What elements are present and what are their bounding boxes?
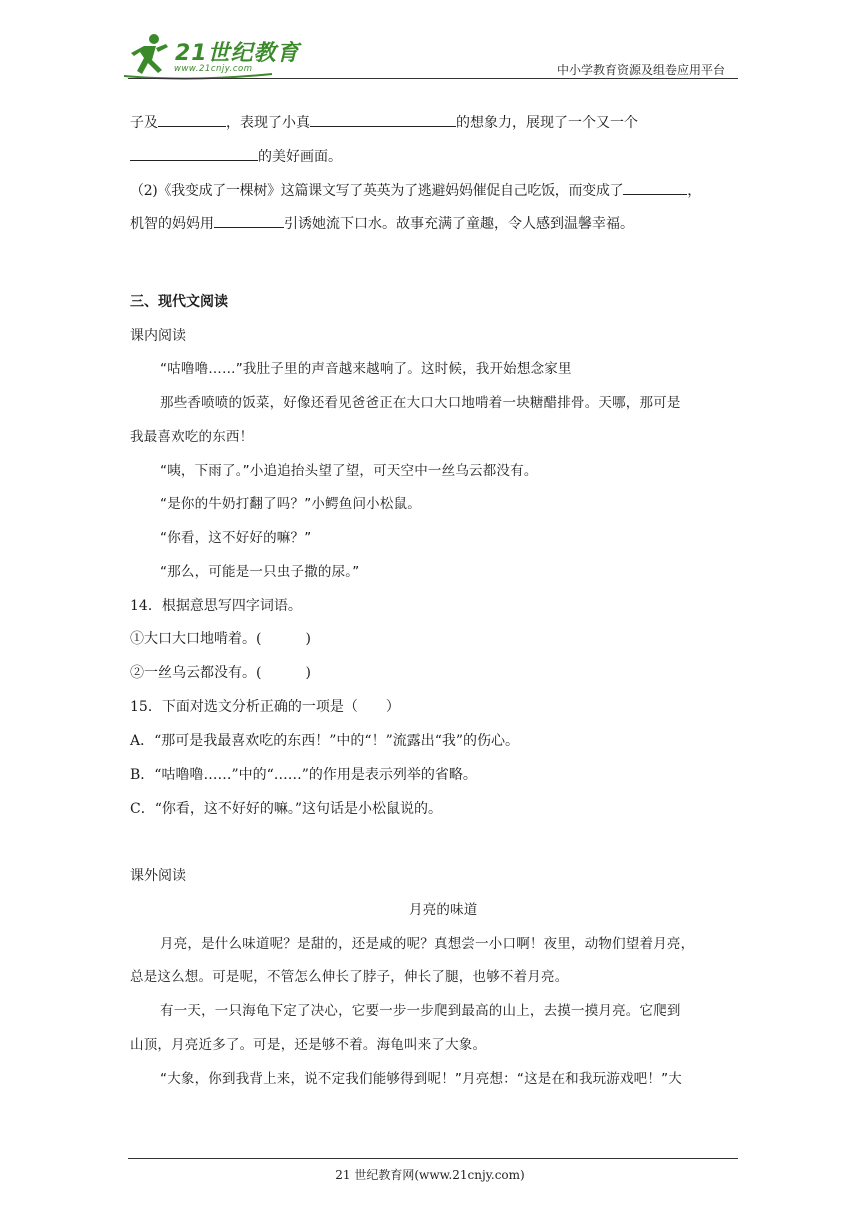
answer-blank[interactable] bbox=[158, 112, 226, 127]
answer-blank[interactable] bbox=[130, 146, 258, 161]
story-line: 总是这么想。可是呢，不管怎么伸长了脖子，伸长了腿，也够不着月亮。 bbox=[130, 969, 569, 985]
fill-line-4: 机智的妈妈用 引诱她流下口水。故事充满了童趣，令人感到温馨幸福。 bbox=[130, 213, 634, 234]
footer-divider bbox=[128, 1158, 738, 1159]
footer-text: 21 世纪教育网(www.21cnjy.com) bbox=[335, 1168, 525, 1182]
fill-line-3: （2)《我变成了一棵树》这篇课文写了英英为了逃避妈妈催促自己吃饭，而变成了 ， bbox=[130, 180, 701, 201]
answer-space[interactable] bbox=[261, 629, 305, 643]
question-14-stem: 14．根据意思写四字词语。 bbox=[130, 598, 302, 614]
page-header bbox=[0, 0, 860, 90]
answer-blank[interactable] bbox=[623, 180, 687, 195]
extra-reading-label: 课外阅读 bbox=[130, 868, 186, 884]
passage-line: 那些香喷喷的饭菜，好像还看见爸爸正在大口大口地啃着一块糖醋排骨。天哪，那可是 bbox=[160, 395, 681, 411]
answer-blank[interactable] bbox=[310, 112, 456, 127]
question-15-stem: 15．下面对选文分析正确的一项是（ ） bbox=[130, 699, 400, 715]
question-14-item: ②一丝乌云都没有。( ) bbox=[130, 665, 311, 681]
passage-line: “咕噜噜……”我肚子里的声音越来越响了。这时候，我开始想念家里 bbox=[160, 361, 572, 377]
passage-line: “是你的牛奶打翻了吗？”小鳄鱼问小松鼠。 bbox=[160, 496, 421, 512]
option-c[interactable]: C．“你看，这不好好的嘛。”这句话是小松鼠说的。 bbox=[130, 801, 443, 817]
logo-text: 21世纪教育 bbox=[175, 41, 300, 66]
question-14-item: ①大口大口地啃着。( ) bbox=[130, 631, 311, 647]
section-title: 三、现代文阅读 bbox=[130, 294, 228, 310]
option-a[interactable]: A．“那可是我最喜欢吃的东西！”中的“！”流露出“我”的伤心。 bbox=[130, 733, 520, 749]
story-line: 山顶，月亮近多了。可是，还是够不着。海龟叫来了大象。 bbox=[130, 1037, 487, 1053]
passage-line: 我最喜欢吃的东西！ bbox=[130, 429, 254, 445]
in-class-label: 课内阅读 bbox=[130, 328, 186, 344]
story-line: 有一天，一只海龟下定了决心，它要一步一步爬到最高的山上，去摸一摸月亮。它爬到 bbox=[160, 1003, 681, 1019]
passage-line: “那么，可能是一只虫子撒的尿。” bbox=[160, 564, 360, 580]
option-b[interactable]: B．“咕噜噜……”中的“……”的作用是表示列举的省略。 bbox=[130, 767, 477, 783]
story-title: 月亮的味道 bbox=[409, 902, 478, 918]
story-line: 月亮，是什么味道呢？是甜的，还是咸的呢？真想尝一小口啊！夜里，动物们望着月亮， bbox=[160, 936, 695, 952]
answer-blank[interactable] bbox=[214, 213, 284, 228]
logo-url: www.21cnjy.com bbox=[174, 64, 253, 74]
passage-line: “你看，这不好好的嘛？” bbox=[160, 530, 312, 546]
passage-line: “咦，下雨了。”小追追抬头望了望，可天空中一丝乌云都没有。 bbox=[160, 463, 538, 479]
story-line: “大象，你到我背上来，说不定我们能够得到呢！”月亮想：“这是在和我玩游戏吧！”大 bbox=[160, 1071, 682, 1087]
answer-space[interactable] bbox=[261, 663, 305, 677]
platform-title: 中小学教育资源及组卷应用平台 bbox=[556, 63, 725, 77]
fill-line-2: 的美好画面。 bbox=[130, 146, 342, 167]
fill-line-1: 子及 ，表现了小真 的想象力，展现了一个又一个 bbox=[130, 112, 638, 133]
header-divider bbox=[128, 78, 738, 79]
